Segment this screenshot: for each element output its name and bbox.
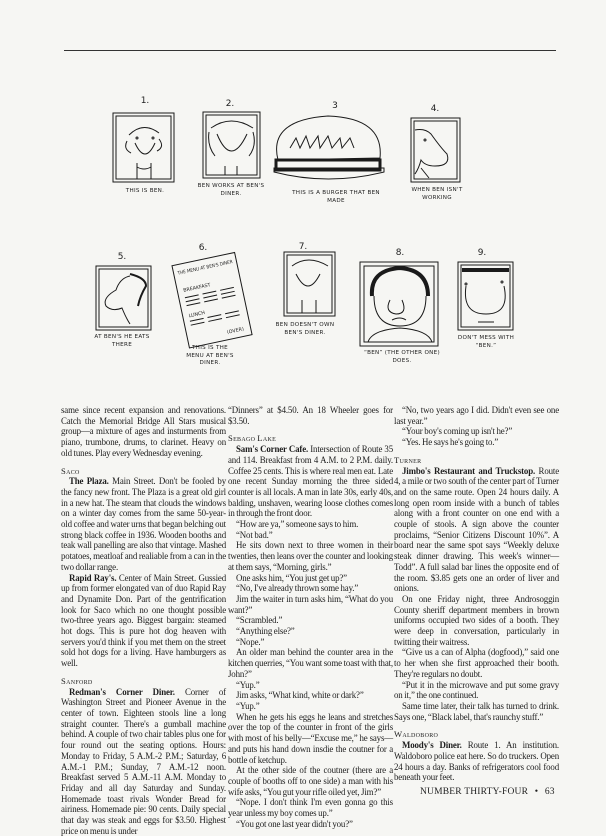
- paragraph-text: Corner of Washington Street and Pioneer Avenue in the center of town. Eighteen stools line a long straight counter. There's a gumball machine behind. A couple of two chair tables plus one for four round out the seating options. Hours: Monday to Friday, 5 A.M.-2 P.M.; Saturday, 6 A.M.-1 P.M.; Sunday, 7 A.M.-12 noon. Breakfast served 5 A.M.-11 A.M. Monday to Friday and all day Saturday and Sunday. Homemade toast rivals Wonder Bread for airiness. Homemade pie: 90 cents. Daily special that day was steak and eggs for $3.50. Highest price on menu is under: [61, 686, 226, 836]
- panel-caption: “BEN” (THE OTHER ONE) DOES.: [364, 350, 440, 364]
- town-heading: Waldoboro: [394, 729, 439, 740]
- page-number: 63: [544, 787, 555, 797]
- panel-caption: BEN WORKS AT BEN'S DINER.: [197, 183, 265, 197]
- panel-caption: THIS IS BEN.: [125, 188, 165, 194]
- town-heading: Saco: [61, 465, 80, 476]
- menu-title: THE MENU AT BEN'S DINER: [177, 258, 243, 277]
- town-heading: Turner: [394, 454, 422, 465]
- page-footer: [420, 787, 555, 797]
- paragraph: [394, 701, 559, 722]
- article-column-3: [394, 405, 559, 783]
- diner-name: Rapid Ray's.: [69, 572, 117, 583]
- diner-entry: [61, 476, 226, 572]
- diner-name: Jimbo's Restaurant and Truckstop.: [402, 465, 536, 476]
- paragraph: [394, 426, 559, 437]
- paragraph-text: “Your boy's coming up isn't he?”: [402, 426, 513, 437]
- panel-caption: WHEN BEN ISN'T WORKING: [411, 187, 463, 201]
- paragraph-text: “How are ya,” someone says to him.: [236, 519, 359, 530]
- paragraph: [228, 680, 393, 691]
- diner-entry: [394, 466, 559, 594]
- paragraph-text: Main Street. Don't be fooled by the fancy new front. The Plaza is a great old girl in a new hat. The steam that clouds the windows on a winter day comes from the same 50-year-old coffee and water urns that began belching out strong black coffee in 1936. Wooden booths and teak wall panelling are also that vintage. Mashed potatoes, meatloaf and realiable from a can in the two dollar range.: [61, 476, 226, 572]
- diner-entry: [61, 573, 226, 669]
- paragraph: [228, 765, 393, 797]
- paragraph-text: On one Friday night, three Androsoggin County sheriff department members in brown uniforms occupied two sides of a booth. They were deep in conversation, particularly in twitting their waitress.: [394, 593, 559, 647]
- paragraph-text: “Nope.”: [236, 636, 265, 647]
- paragraph: [228, 530, 393, 541]
- paragraph-text: Jim asks, “What kind, white or dark?”: [236, 690, 364, 701]
- paragraph-text: Intersection of Route 35 and 114. Breakfast from 4 A.M. to 2 P.M. daily. Coffee 25 cents. This is where real men eat. Late one recent Sunday morning the three sided counter is all locals. A man in late 30s, early 40s, balding, unshaven, wearing loose clothes comes in through the front door.: [228, 444, 393, 519]
- paragraph-text: He sits down next to three women in their twenties, then leans over the counter and looking at them says, “Morning, girls.”: [228, 540, 393, 572]
- paragraph: [228, 583, 393, 594]
- paragraph: [228, 540, 393, 572]
- panel-caption: THIS IS THE MENU AT BEN'S DINER.: [186, 345, 234, 366]
- paragraph: [394, 405, 559, 426]
- menu-breakfast: BREAKFAST: [183, 283, 212, 294]
- panel-number: 2.: [225, 99, 235, 109]
- paragraph: [394, 437, 559, 448]
- diner-name: The Plaza.: [69, 476, 109, 487]
- town-heading: Sanford: [61, 675, 93, 686]
- paragraph: [228, 519, 393, 530]
- paragraph-text: “Give us a can of Alpha (dogfood),” said one to her when she first approached their booth. They're regulars no doubt.: [394, 647, 559, 679]
- paragraph-text: Center of Main Street. Gussied up from former elongated van of duo Rapid Ray and Dynamite Don. Part of the gentrification look for Saco which no one thought possible two-three years ago. Biggest bargain: steamed hot dogs. This is pure hot dog heaven with servers you'd think if you met them on the street sold hot dogs for a living. Have hamburgers as well.: [61, 572, 226, 669]
- publication-issue: NUMBER THIRTY-FOUR: [420, 787, 529, 797]
- paragraph: [228, 819, 393, 830]
- panel-number: 7.: [298, 242, 308, 252]
- ben-portrait-icon: [203, 112, 261, 180]
- paragraph: [228, 797, 393, 818]
- panel-number: 6.: [198, 243, 208, 253]
- other-ben-portrait-icon: [360, 262, 440, 348]
- paragraph-text: Route 4, a mile or two south of the center part of Turner and on the same route. Open 24 hours daily. A long open room inside with a bunch of tables along with a front counter on one end with a couple of stools. A sign above the counter proclaims, “Senior Citizens Discount 10%”. A board near the same spot says “Weekly deluxe steak dinner drawing. This week's winner—Todd”. A full salad bar lines the opposite end of the room. $3.85 gets one an order of liver and onions.: [394, 465, 560, 594]
- panel-number: 3: [332, 101, 338, 111]
- paragraph-text: Same time later, their talk has turned to drink. Says one, “Black label, that's raunchy stuff.”: [394, 700, 559, 722]
- paragraph-text: “Yes. He says he's going to.”: [402, 437, 499, 448]
- paragraph: [228, 594, 393, 615]
- paragraph: [228, 647, 393, 679]
- panel-number: 4.: [430, 104, 440, 114]
- paragraph-text: “Anything else?”: [236, 626, 295, 637]
- paragraph-text: “Scrambled.”: [236, 615, 283, 626]
- paragraph-text: One asks him, “You just get up?”: [236, 572, 347, 583]
- panel-number: 8.: [395, 248, 405, 258]
- paragraph-text: “Nope. I don't think I'm even gonna go this year unless my boy comes up.”: [228, 797, 393, 819]
- footer-separator: •: [534, 787, 539, 797]
- paragraph: [228, 712, 393, 766]
- panel-caption: BEN DOESN'T OWN BEN'S DINER.: [275, 322, 335, 336]
- paragraph-text: An older man behind the counter area in the kitchen querries, “You want some toast with that, John?”: [228, 647, 393, 679]
- menu-lunch: LUNCH: [188, 310, 206, 320]
- paragraph: [228, 573, 393, 584]
- diner-entry: [228, 444, 393, 519]
- paragraph: [228, 615, 393, 626]
- paragraph: [228, 701, 393, 712]
- paragraph: [228, 637, 393, 648]
- ben-portrait-icon: [113, 113, 175, 183]
- paragraph-text: Route 1. An institution. Waldoboro police eat here. So do truckers. Open 24 hours a day. Banks of refrigerators cool food beneath your feet.: [394, 740, 559, 783]
- paragraph-text: At the other side of the coutner (there are a couple of booths off to one side) a man with his wife asks, “You gut your rifle oiled yet, Jim?”: [228, 765, 393, 797]
- diner-name: Sam's Corner Cafe.: [236, 444, 309, 455]
- panel-caption: THIS IS A BURGER THAT BEN MADE: [292, 190, 380, 204]
- paragraph-text: When he gets his eggs he leans and stretches over the top of the counter in front of the girls with most of his belly—“Excuse me,” he says—and puts his hand down insdie the coutner for a bottle of ketchup.: [228, 711, 393, 765]
- paragraph: [228, 405, 393, 426]
- paragraph-text: “Not bad.”: [236, 529, 273, 540]
- article-column-1: [61, 405, 226, 836]
- diner-name: Redman's Corner Diner.: [69, 686, 175, 697]
- panel-number: 9.: [477, 248, 487, 258]
- paragraph-text: “No, two years ago I did. Didn't even see one last year.”: [394, 405, 559, 426]
- header-rule: [64, 50, 556, 51]
- ben-portrait-icon: [284, 252, 336, 318]
- paragraph-text: “You got one last year didn't you?”: [236, 818, 353, 829]
- paragraph-text: “No, I've already thrown some hay.”: [236, 583, 359, 594]
- panel-number: 5.: [117, 252, 127, 262]
- paragraph-text: “Dinners” at $4.50. An 18 Wheeler goes for $3.50.: [228, 405, 393, 426]
- ben-profile-icon: [411, 118, 461, 184]
- paragraph: [394, 647, 559, 679]
- panel-number: 1.: [140, 96, 150, 106]
- paragraph: [394, 594, 559, 648]
- paragraph: [228, 690, 393, 701]
- panel-caption: DON'T MESS WITH “BEN.”: [457, 335, 515, 349]
- paragraph-text: “Put it in the microwave and put some gravy on it,” the one continued.: [394, 679, 559, 701]
- paragraph-text: same since recent expansion and renovations. Catch the Memorial Bridge All Stars musical group—a mixture of ages and insturments from piano, trumbone, drums, to clarinet. Heavy on old tunes. Play every Wednesday evening.: [61, 405, 226, 458]
- town-heading: Sebago Lake: [228, 433, 277, 444]
- burger-icon: [270, 114, 388, 182]
- diner-name: Moody's Diner.: [402, 740, 462, 751]
- paragraph-text: “Yup.”: [236, 700, 260, 711]
- paragraph-text: Jim the waiter in turn asks him, “What do you want?”: [228, 593, 393, 615]
- paragraph: [61, 405, 226, 459]
- paragraph-text: “Yup.”: [236, 679, 260, 690]
- ben-profile-icon: [96, 266, 152, 332]
- paragraph: [394, 680, 559, 701]
- panel-caption: AT BEN'S HE EATS THERE: [94, 334, 150, 348]
- article-column-2: [228, 405, 393, 829]
- diner-entry: [61, 687, 226, 836]
- paragraph: [228, 626, 393, 637]
- diner-entry: [394, 740, 559, 783]
- ben-closeup-icon: [458, 262, 514, 332]
- menu-drawing: [172, 254, 254, 346]
- menu-over: (OVER): [226, 327, 245, 336]
